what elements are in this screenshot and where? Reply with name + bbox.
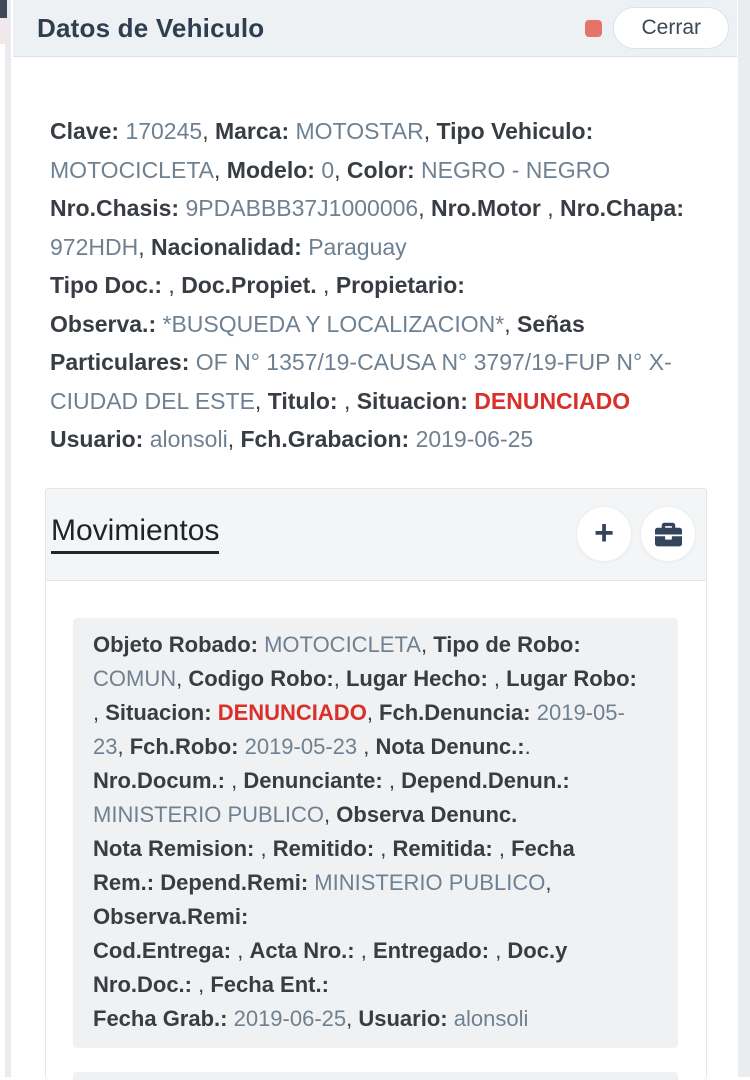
- text-line: MOTOCICLETA, Modelo: 0, Color: NEGRO - NEGRO: [50, 156, 611, 183]
- movements-panel: [45, 488, 707, 1080]
- text-line: Rem.: Depend.Remi: MINISTERIO PUBLICO,: [93, 869, 552, 895]
- text-line: Clave: 170245, Marca: MOTOSTAR, Tipo Vehiculo:: [50, 118, 594, 144]
- next-movement-card-partial: [73, 1072, 678, 1080]
- text-line: 972HDH, Nacionalidad: Paraguay: [50, 233, 407, 260]
- movements-panel-body: [46, 581, 706, 1080]
- add-movement-button[interactable]: [576, 506, 632, 562]
- text-line: Tipo Doc.: , Doc.Propiet. , Propietario:: [50, 272, 465, 298]
- text-line: Nro.Doc.: , Fecha Ent.:: [93, 971, 329, 997]
- text-line: Objeto Robado: MOTOCICLETA, Tipo de Robo:: [93, 631, 581, 657]
- text-line: 23, Fch.Robo: 2019-05-23 , Nota Denunc.:.: [93, 733, 531, 759]
- text-line: CIUDAD DEL ESTE, Titulo: , Situacion: DENUNCIADO: [50, 387, 631, 414]
- modal-header: [13, 0, 737, 57]
- briefcase-icon: [655, 521, 682, 548]
- movements-title-link[interactable]: Movimientos: [51, 514, 219, 554]
- plus-icon: +: [594, 513, 614, 552]
- movements-panel-header: [46, 489, 706, 581]
- text-line: COMUN, Codigo Robo:, Lugar Hecho: , Lugar Robo:: [93, 665, 637, 691]
- text-line: , Situacion: DENUNCIADO, Fch.Denuncia: 2019-05-: [93, 699, 625, 725]
- text-line: Observa.Remi:: [93, 903, 249, 929]
- status-square-icon: [585, 20, 602, 37]
- vehicle-data-modal: [13, 0, 737, 1077]
- text-line: Nro.Docum.: , Denunciante: , Depend.Denun.:: [93, 767, 570, 793]
- text-line: Fecha Grab.: 2019-06-25, Usuario: alonsoli: [93, 1005, 529, 1031]
- modal-body: [13, 57, 737, 1080]
- page-corner-fragment: [0, 0, 7, 18]
- text-line: Usuario: alonsoli, Fch.Grabacion: 2019-06-25: [50, 426, 534, 452]
- vehicle-info-text: [50, 112, 707, 459]
- page-corner-fragment-2: [0, 18, 7, 44]
- movement-record-card: [73, 618, 678, 1048]
- text-line: Particulares: OF N° 1357/19-CAUSA N° 3797/19-FUP N° X-: [50, 349, 672, 375]
- toolbox-button[interactable]: [640, 506, 696, 562]
- text-line: Nro.Chasis: 9PDABBB37J1000006, Nro.Motor , Nro.Chapa:: [50, 195, 684, 221]
- text-line: Observa.: *BUSQUEDA Y LOCALIZACION*, Señas: [50, 310, 585, 337]
- text-line: Nota Remision: , Remitido: , Remitida: , Fecha: [93, 835, 575, 861]
- close-button-label: Cerrar: [641, 16, 701, 39]
- page-right-edge: [738, 0, 750, 1077]
- text-line: Cod.Entrega: , Acta Nro.: , Entregado: , Doc.y: [93, 937, 568, 963]
- close-button[interactable]: [613, 7, 729, 49]
- text-line: MINISTERIO PUBLICO, Observa Denunc.: [93, 801, 518, 827]
- page-left-edge: [5, 0, 11, 1077]
- page-title: Datos de Vehiculo: [37, 12, 265, 43]
